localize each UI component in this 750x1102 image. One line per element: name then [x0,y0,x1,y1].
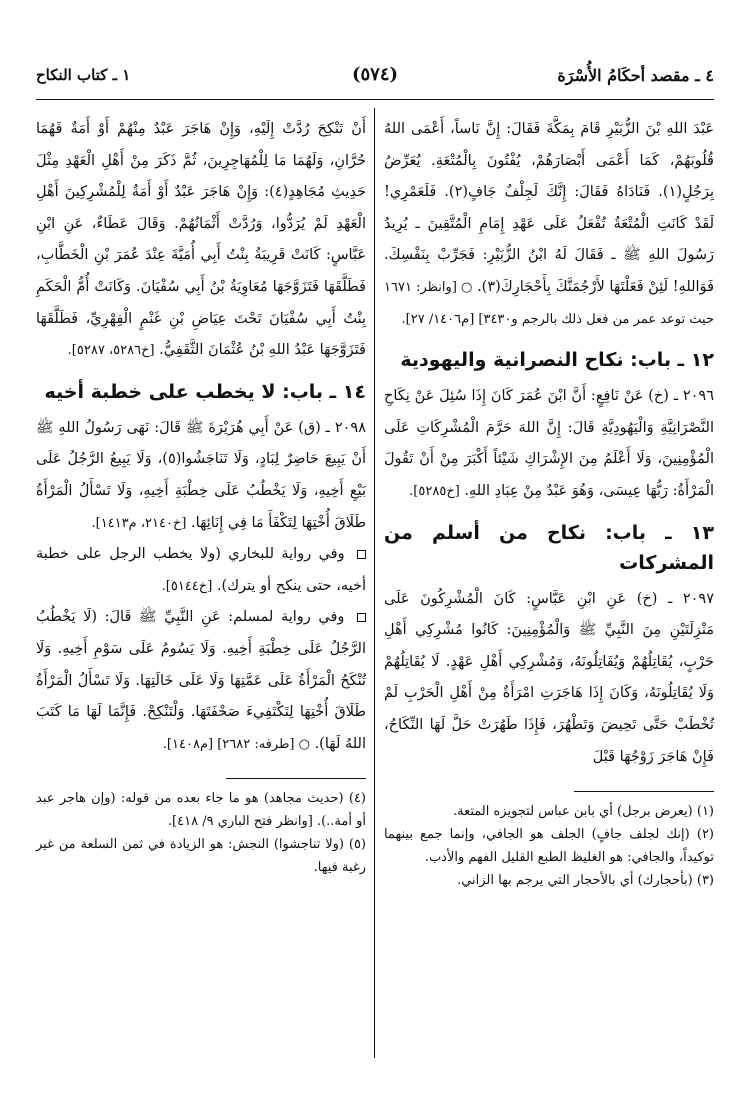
footnote-1: (١) (يعرض برجل) أي بابن عباس لتجويزه المتعة. [452,804,714,820]
chapter-heading-12: ١٢ ـ باب: نكاح النصرانية واليهودية [400,349,714,372]
square-bullet-icon [357,550,366,559]
page-header [36,60,714,94]
footnote-2: (٢) (إنك لجلف جافٍ) الجلف هو الجافي، وإنما جمع بينهما توكيداً، والجافي: هو الغليظ الطبع القليل الفهم والأدب. [384,827,714,866]
chapter-heading-14: ١٤ ـ باب: لا يخطب على خطبة أخيه [44,380,366,403]
hadith-text: ٢٠٩٧ ـ (خ) عَنِ ابْنِ عَبَّاسٍ: كَانَ الْمُشْرِكُونَ عَلَى مَنْزِلَتَيْنِ مِنَ النَّبِيِّ ﷺ وَالْمُؤْمِنِينَ: كَانُوا مُشْرِكِي أَهْلِ حَرْبٍ، يُقَاتِلُهُمْ وَيُقَاتِلُونَهُ، وَمُشْرِكِي أَهْلِ عَهْدٍ. لَا يُقَاتِلُهُمْ وَلَا يُقَاتِلُونَهُ، وَكَانَ إِذَا هَاجَرَتِ امْرَأَةٌ مِنْ أَهْلِ الْحَرْبِ لَمْ تُخْطَبْ حَتَّى تَحِيضَ وَتَطْهُرَ، فَإِذَا طَهُرَتْ حَلَّ لَهَا النِّكَاحُ، فَإِنْ هَاجَرَ زَوْجُهَا قَبْلَ [384,590,714,765]
hadith-text: ٢٠٩٨ ـ (ق) عَنْ أَبِي هُرَيْرَةَ ﷺ قَالَ: نَهَى رَسُولُ اللهِ ﷺ أَنْ يَبِيعَ حَاضِرٌ لِبَادٍ، وَلَا تَنَاجَشُوا(٥)، وَلَا يَبِيعُ الرَّجُلُ عَلَى بَيْعِ أَخِيهِ، وَلَا يَخْطُبُ عَلَى خِطْبَةِ أَخِيهِ، وَلَا تَسْأَلُ الْمَرْأَةُ طَلَاقَ أُخْتِهَا لِتَكْفَأَ مَا فِي إِنَائِهَا. [36,419,366,531]
left-column [36,114,366,879]
hadith-2096 [384,381,714,507]
header-book-title: ١ ـ كتاب النكاح [36,66,131,84]
narration-text: وفي رواية لمسلم: عَنِ النَّبِيِّ ﷺ قَالَ: (لَا يَخْطُبُ الرَّجُلُ عَلَى خِطْبَةِ أَخِيهِ. وَلَا يَسُومُ عَلَى سَوْمِ أَخِيهِ. وَلَا تُنْكَحُ الْمَرْأَةُ عَلَى عَمَّتِهَا وَلَا عَلَى خَالَتِهَا. وَلَا تَسْأَلُ الْمَرْأَةُ طَلَاقَ أُخْتِهَا لِتَكْتَفِيءَ صَحْفَتَهَا. وَلْتَنْكِحْ. فَإِنَّمَا لَهَا مَا كَتَبَ اللهُ لَهَا). [36,609,366,752]
footnote-5: (٥) (ولا تناجشوا) النجش: هو الزيادة في ثمن السلعة من غير رغبة فيها. [36,837,366,876]
hadith-reference: ○ [طرفه: ٢٦٨٢] [م١٤٠٨]. [162,736,310,752]
hadith-text: أَنْ تَنْكِحَ رُدَّتْ إِلَيْهِ، وَإِنْ هَاجَرَ عَبْدٌ مِنْهُمْ أَوْ أَمَةٌ فَهُمَا حُرَّانِ، وَلَهُمَا مَا لِلْمُهَاجِرِينَ، ثُمَّ ذَكَرَ مِنْ أَهْلِ الْعَهْدِ مِثْلَ حَدِيثِ مُجَاهِدٍ(٤): وَإِنْ هَاجَرَ عَبْدٌ أَوْ أَمَةٌ لِلْمُشْرِكِينَ أَهْلِ الْعَهْدِ لَمْ يُرَدُّوا، وَرُدَّتْ أَثْمَانُهُمْ. وَقَالَ عَطَاءٌ، عَنِ ابْنِ عَبَّاسٍ: كَانَتْ قَرِيبَةُ بِنْتُ أَبِي أُمَيَّةَ عِنْدَ عُمَرَ بْنِ الْخَطَّابِ، فَطَلَّقَهَا فَتَزَوَّجَهَا مُعَاوِيَةُ بْنُ أَبِي سُفْيَانَ. وَكَانَتْ أُمُّ الْحَكَمِ بِنْتُ أَبِي سُفْيَانَ تَحْتَ عِيَاضِ بْنِ غَنْمٍ الْفِهْرِيِّ، فَطَلَّقَهَا فَتَزَوَّجَهَا عَبْدُ اللهِ بْنُ عُثْمَانَ الثَّقَفِيُّ. [36,121,366,359]
header-section-title: ٤ ـ مقصد أحكَامُ الأُسْرَة [557,66,714,85]
header-rule [36,99,714,100]
hadith-text: عَبْدَ اللهِ بْنَ الزُّبَيْرِ قَامَ بِمَكَّةَ فَقَالَ: إِنَّ نَاساً، أَعْمَى اللهُ قُلُوبَهُمْ، كَمَا أَعْمَى أَبْصَارَهُمْ، يُفْتُونَ بِالْمُتْعَةِ. يُعَرِّضُ بِرَجُلٍ(١). فَنَادَاهُ فَقَالَ: إِنَّكَ لَجِلْفٌ جَافٍ(٢). فَلَعَمْرِي! لَقَدْ كَانَتِ الْمُتْعَةُ تُفْعَلُ عَلَى عَهْدِ إِمَامِ الْمُتَّقِينَ ـ يُرِيدُ رَسُولَ اللهِ ﷺ ـ فَقَالَ لَهُ ابْنُ الزُّبَيْرِ: فَجَرِّبْ بِنَفْسِكَ. فَوَاللهِ! لَئِنْ فَعَلْتَهَا لأَرْجُمَنَّكَ بِأَحْجَارِكَ(٣). [384,121,715,295]
hadith-reference: ○ [وانظر: ١٦٧١ حيث توعد عمر من فعل ذلك بالرجم و٣٤٣٠] [م١٤٠٦/ ٢٧]. [384,279,714,327]
hadith-reference: [خ٢١٤٠، م١٤١٣]. [91,515,187,531]
footnote-rule [226,778,366,779]
muslim-narration [36,602,366,760]
footnote-4: (٤) (حديث مجاهد) هو ما جاء بعده من قوله: (وإن هاجر عبد أو أمة..). [وانظر فتح الباري ٩/ ٤١٨]. [36,791,366,830]
hadith-reference: [خ٥٢٨٦، ٥٢٨٧]. [67,343,155,359]
hadith-reference: [خ٥١٤٤]. [161,578,213,594]
hadith-2098 [36,413,366,539]
footnote-3: (٣) (بأحجارك) أي بالأحجار التي يرجم بها الزاني. [457,873,714,889]
hadith-text: ٢٠٩٦ ـ (خ) عَنْ نَافِعٍ: أَنَّ ابْنَ عُمَرَ كَانَ إِذَا سُئِلَ عَنْ نِكَاحِ النَّصْرَانِيَّةِ وَالْيَهُودِيَّةِ قَالَ: إِنَّ اللهَ حَرَّمَ الْمُشْرِكَاتِ عَلَى الْمُؤْمِنِينَ، وَلَا أَعْلَمُ مِنَ الإِشْرَاكِ شَيْئاً أَكْبَرَ مِنْ أَنْ تَقُولَ الْمَرْأَةُ: رَبُّهَا عِيسَى، وَهُوَ عَبْدٌ مِنْ عِبَادِ اللهِ. [384,388,714,499]
page-number: (٥٧٤) [351,64,399,85]
hadith-continuation [384,114,714,335]
narration-text: وفي رواية للبخاري (ولا يخطب الرجل على خطبة أخيه، حتى ينكح أو يترك). [36,546,366,594]
column-divider [374,108,375,1058]
hadith-2097-continuation [36,114,366,367]
square-bullet-icon [357,613,366,622]
chapter-heading-13: ١٣ ـ باب: نكاح من أسلم من المشركات [384,521,714,574]
right-column [384,114,714,892]
bukhari-narration [36,539,366,602]
hadith-reference: [خ٥٢٨٥]. [409,483,460,499]
hadith-2097 [384,584,714,774]
footnote-rule [574,791,714,792]
